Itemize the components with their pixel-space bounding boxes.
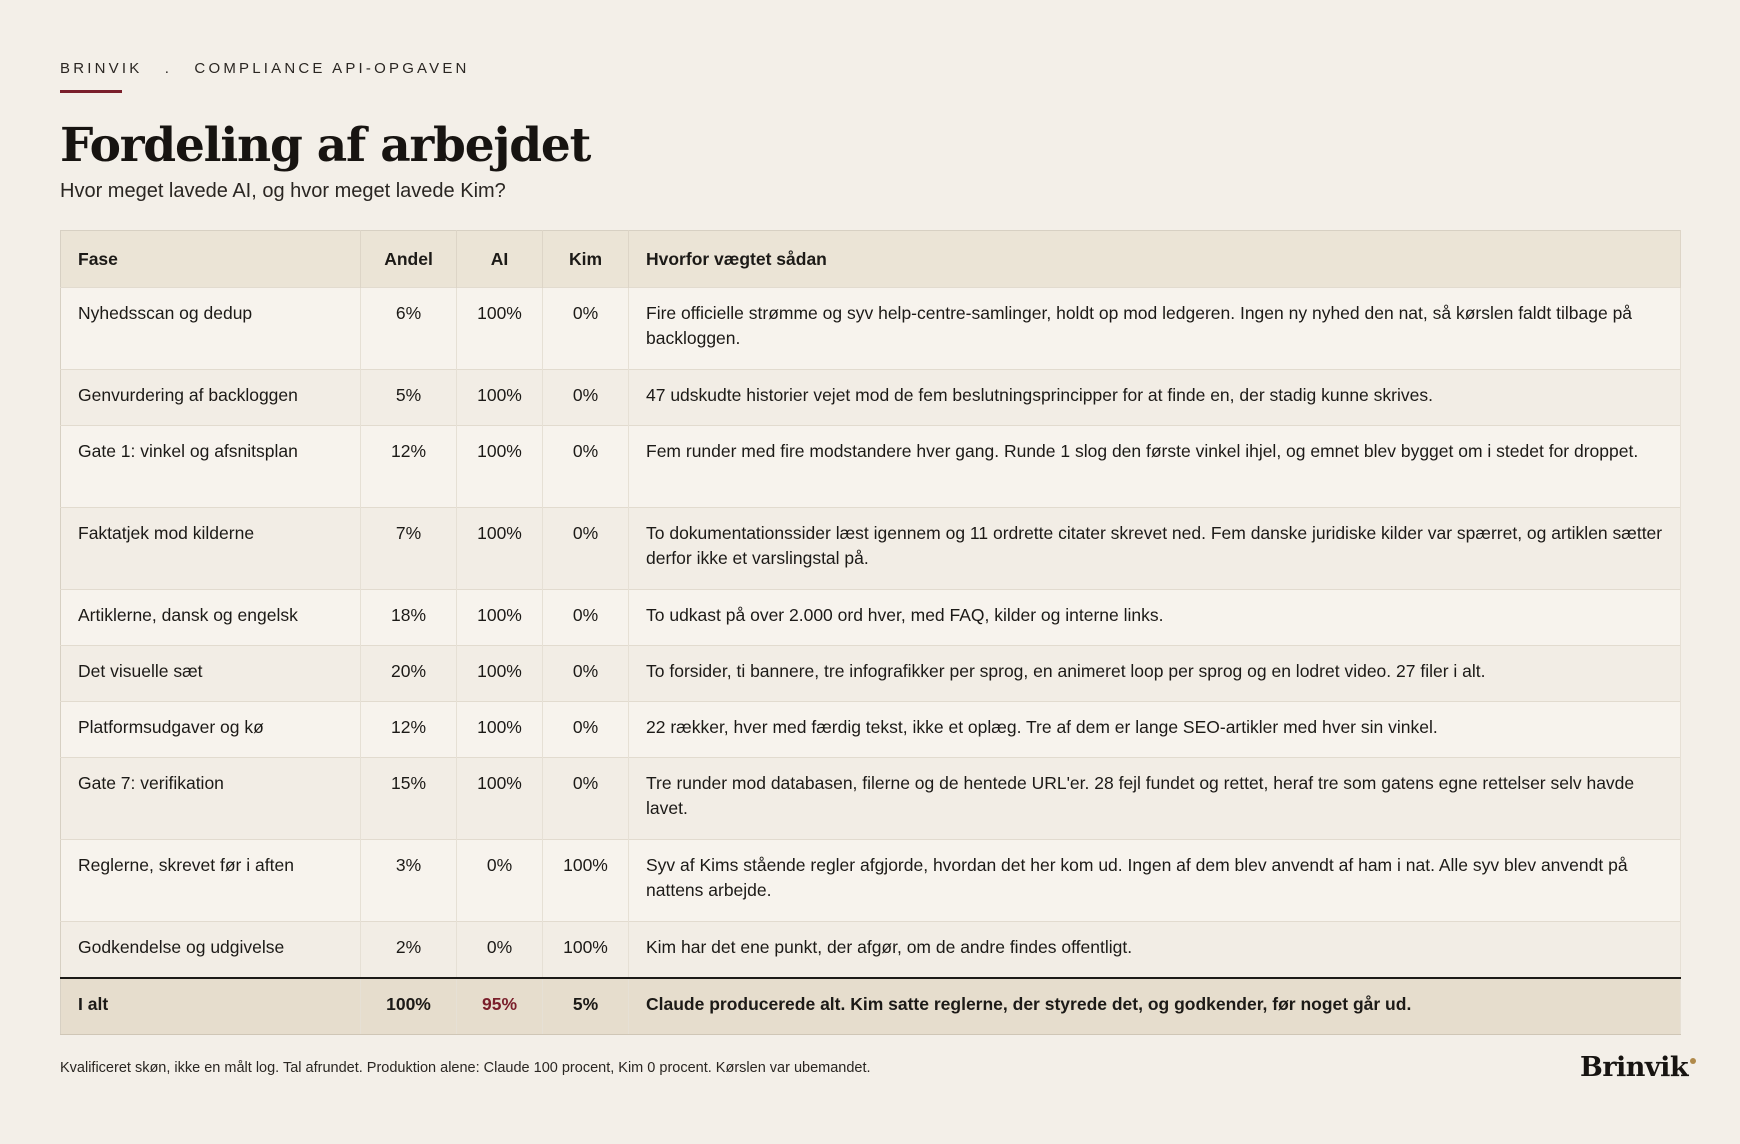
cell-hvorfor: Syv af Kims stående regler afgjorde, hvordan det her kom ud. Ingen af dem blev anvendt af ham i nat. Alle syv blev anvendt på nattens arbejde. [629, 840, 1681, 922]
table-row [61, 702, 1681, 758]
cell-fase: Godkendelse og udgivelse [61, 922, 361, 979]
eyebrow [60, 60, 470, 77]
cell-fase: Nyhedsscan og dedup [61, 288, 361, 370]
cell-ai: 100% [457, 702, 543, 758]
cell-andel: 18% [361, 590, 457, 646]
table-row [61, 370, 1681, 426]
cell-ai: 100% [457, 508, 543, 590]
table-row [61, 288, 1681, 370]
cell-hvorfor: To dokumentationssider læst igennem og 11 ordrette citater skrevet ned. Fem danske juridiske kilder var spærret, og artiklen sætter derfor ikke et varslingstal på. [629, 508, 1681, 590]
cell-kim: 0% [543, 508, 629, 590]
cell-ai: 100% [457, 426, 543, 508]
cell-ai: 0% [457, 922, 543, 979]
cell-kim: 0% [543, 370, 629, 426]
total-hvorfor: Claude producerede alt. Kim satte reglerne, der styrede det, og godkender, før noget går ud. [629, 978, 1681, 1035]
cell-kim: 0% [543, 426, 629, 508]
table-row [61, 922, 1681, 979]
cell-fase: Faktatjek mod kilderne [61, 508, 361, 590]
table-header-row [61, 231, 1681, 288]
column-header-kim: Kim [543, 231, 629, 288]
cell-andel: 20% [361, 646, 457, 702]
cell-ai: 100% [457, 370, 543, 426]
table-row [61, 840, 1681, 922]
total-kim: 5% [543, 978, 629, 1035]
cell-fase: Platformsudgaver og kø [61, 702, 361, 758]
logo-text: Brinvik [1580, 1052, 1689, 1083]
total-andel: 100% [361, 978, 457, 1035]
brand-label: BRINVIK [60, 60, 143, 77]
cell-andel: 5% [361, 370, 457, 426]
cell-kim: 100% [543, 840, 629, 922]
cell-hvorfor: Fire officielle strømme og syv help-centre-samlinger, holdt op mod ledgeren. Ingen ny nyhed den nat, så kørslen faldt tilbage på backloggen. [629, 288, 1681, 370]
cell-fase: Reglerne, skrevet før i aften [61, 840, 361, 922]
cell-hvorfor: To forsider, ti bannere, tre infografikker per sprog, en animeret loop per sprog og en lodret video. 27 filer i alt. [629, 646, 1681, 702]
cell-hvorfor: 22 rækker, hver med færdig tekst, ikke et oplæg. Tre af dem er lange SEO-artikler med hver sin vinkel. [629, 702, 1681, 758]
cell-ai: 100% [457, 758, 543, 840]
cell-kim: 0% [543, 646, 629, 702]
table-row [61, 590, 1681, 646]
cell-ai: 100% [457, 646, 543, 702]
cell-andel: 6% [361, 288, 457, 370]
total-ai: 95% [457, 978, 543, 1035]
brinvik-logo [1580, 1052, 1688, 1083]
cell-kim: 0% [543, 702, 629, 758]
column-header-andel: Andel [361, 231, 457, 288]
work-distribution-table [60, 230, 1681, 1035]
cell-kim: 0% [543, 590, 629, 646]
cell-andel: 12% [361, 702, 457, 758]
cell-ai: 100% [457, 288, 543, 370]
total-fase: I alt [61, 978, 361, 1035]
cell-ai: 100% [457, 590, 543, 646]
cell-hvorfor: Tre runder mod databasen, filerne og de hentede URL'er. 28 fejl fundet og rettet, heraf tre som gatens egne rettelser selv havde lavet. [629, 758, 1681, 840]
cell-fase: Det visuelle sæt [61, 646, 361, 702]
accent-rule [60, 90, 122, 93]
eyebrow-separator: . [164, 60, 173, 77]
footnote: Kvalificeret skøn, ikke en målt log. Tal afrundet. Produktion alene: Claude 100 procent, Kim 0 procent. Kørslen var ubemandet. [60, 1060, 871, 1076]
cell-fase: Genvurdering af backloggen [61, 370, 361, 426]
cell-hvorfor: Fem runder med fire modstandere hver gang. Runde 1 slog den første vinkel ihjel, og emnet blev bygget om i stedet for droppet. [629, 426, 1681, 508]
cell-hvorfor: To udkast på over 2.000 ord hver, med FAQ, kilder og interne links. [629, 590, 1681, 646]
table-row [61, 758, 1681, 840]
cell-andel: 15% [361, 758, 457, 840]
cell-fase: Artiklerne, dansk og engelsk [61, 590, 361, 646]
section-label: COMPLIANCE API-OPGAVEN [194, 60, 470, 77]
total-row [61, 978, 1681, 1035]
cell-hvorfor: 47 udskudte historier vejet mod de fem beslutningsprincipper for at finde en, der stadig kunne skrives. [629, 370, 1681, 426]
cell-kim: 0% [543, 758, 629, 840]
cell-andel: 2% [361, 922, 457, 979]
cell-kim: 100% [543, 922, 629, 979]
column-header-fase: Fase [61, 231, 361, 288]
table-row [61, 508, 1681, 590]
column-header-ai: AI [457, 231, 543, 288]
table-row [61, 426, 1681, 508]
cell-ai: 0% [457, 840, 543, 922]
logo-dot-icon [1690, 1058, 1696, 1064]
table-row [61, 646, 1681, 702]
cell-kim: 0% [543, 288, 629, 370]
cell-andel: 12% [361, 426, 457, 508]
cell-andel: 7% [361, 508, 457, 590]
cell-fase: Gate 1: vinkel og afsnitsplan [61, 426, 361, 508]
cell-fase: Gate 7: verifikation [61, 758, 361, 840]
cell-andel: 3% [361, 840, 457, 922]
page-title: Fordeling af arbejdet [60, 118, 591, 173]
cell-hvorfor: Kim har det ene punkt, der afgør, om de andre findes offentligt. [629, 922, 1681, 979]
column-header-hvorfor: Hvorfor vægtet sådan [629, 231, 1681, 288]
page-subtitle: Hvor meget lavede AI, og hvor meget lavede Kim? [60, 180, 506, 202]
